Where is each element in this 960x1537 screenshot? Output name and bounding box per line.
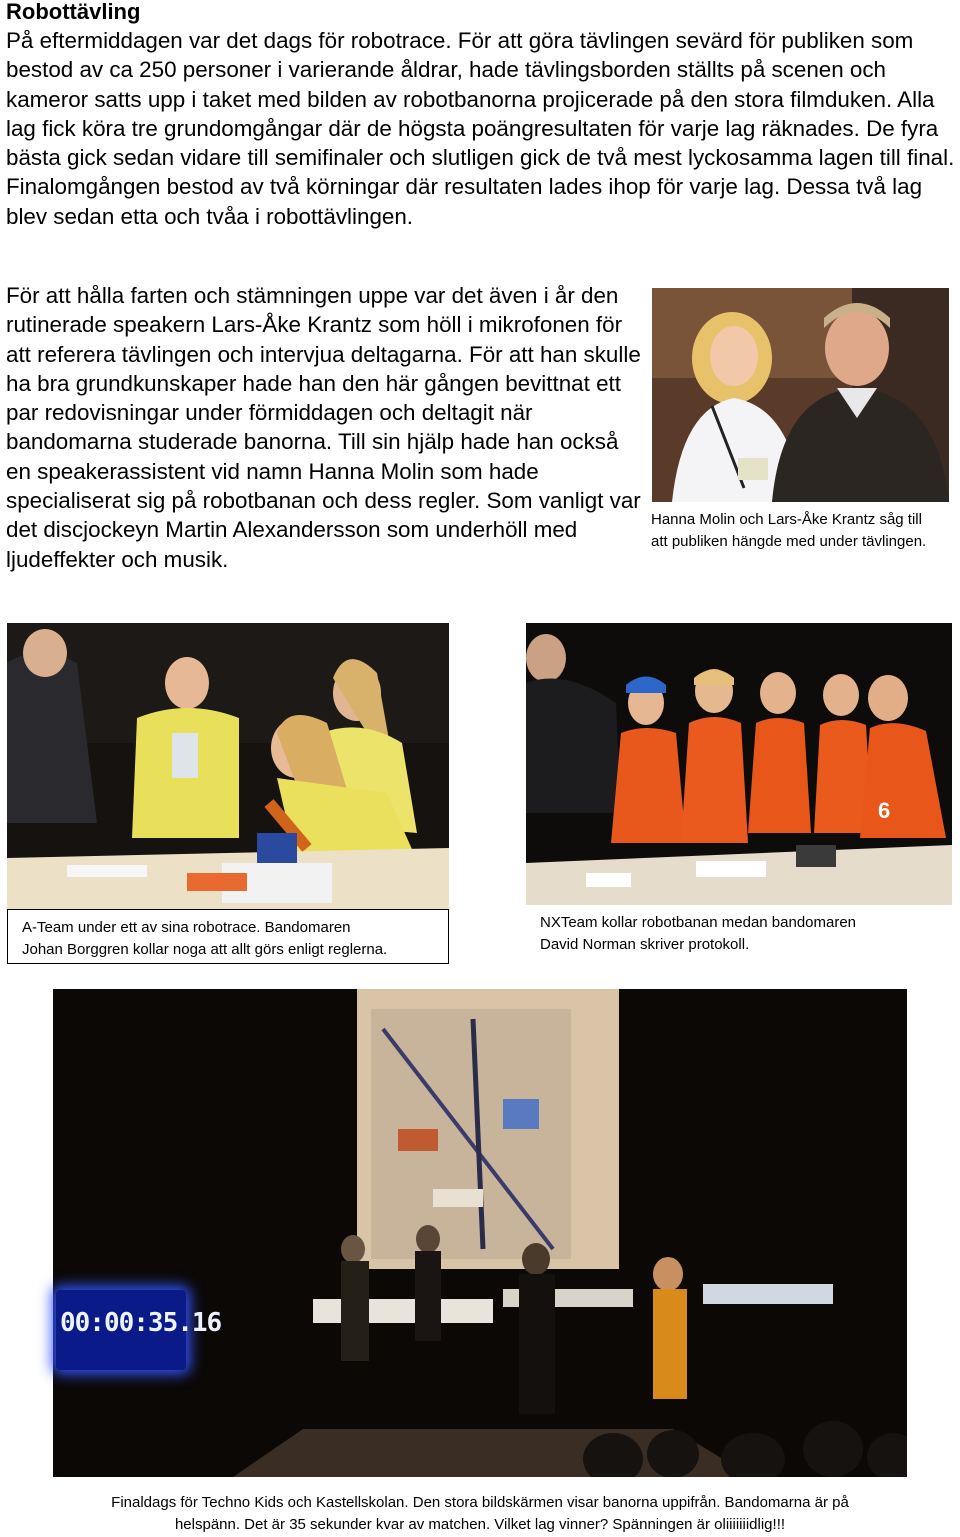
ateam-caption-line1: A-Team under ett av sina robotrace. Bandomaren <box>22 919 351 936</box>
nxteam-caption-line1: NXTeam kollar robotbanan medan bandomaren <box>540 914 857 931</box>
final-caption-line2: helspänn. Det är 35 sekunder kvar av matchen. Vilket lag vinner? Spänningen är oliiiiiiidlig!!! <box>174 1516 786 1533</box>
intro-paragraph: På eftermiddagen var det dags för robotrace. För att göra tävlingen sevärd för publiken som bestod av ca 250 personer i varierande åldrar, hade tävlingsborden ställts på scenen och kameror satts upp i taket med bilden av robotbanorna projicerade på den stora filmduken. Alla lag fick köra tre grundomgångar där de högsta poängresultaten för varje lag räknades. De fyra bästa gick sedan vidare till semifinaler och slutligen gick de två mest lyckosamma lagen till final. Finalomgången bestod av två körningar där resultaten lades ihop för varje lag. Dessa två lag blev sedan etta och tvåa i robottävlingen. <box>6 28 955 229</box>
portrait-caption-line2: att publiken hängde med under tävlingen. <box>651 533 927 550</box>
nxteam-caption <box>540 912 960 956</box>
shirt-number: 6 <box>878 798 891 823</box>
countdown-timer-value: 00:00:35.16 <box>60 1308 222 1338</box>
nxteam-photo <box>526 623 952 905</box>
portrait-caption-line1: Hanna Molin och Lars-Åke Krantz såg till <box>651 511 922 528</box>
ateam-caption-box <box>7 909 449 964</box>
final-caption <box>0 1492 960 1536</box>
ateam-photo <box>7 623 449 909</box>
final-caption-line1: Finaldags för Techno Kids och Kastellskolan. Den stora bildskärmen visar banorna uppifrån. Bandomarna är på <box>111 1494 849 1511</box>
speaker-paragraph: För att hålla farten och stämningen uppe var det även i år den rutinerade speakern Lars-Åke Krantz som höll i mikrofonen för att referera tävlingen och intervjua deltagarna. För att han skulle ha bra grundkunskaper hade han den här gången bevittnat ett par redovisningar under förmiddagen och deltagit när bandomarna studerade banorna. Till sin hjälp hade han också en speakerassistent vid namn Hanna Molin som hade specialiserat sig på robotbanan och dess regler. Som vanligt var det discjockeyn Martin Alexandersson som underhöll med ljudeffekter och musik. <box>6 283 641 572</box>
countdown-timer <box>56 1290 222 1370</box>
final-photo <box>53 989 907 1477</box>
portrait-caption <box>651 509 960 553</box>
portrait-photo <box>652 288 949 502</box>
ateam-caption-line2: Johan Borggren kollar noga att allt görs enligt reglerna. <box>22 941 388 958</box>
nxteam-caption-line2: David Norman skriver protokoll. <box>540 936 750 953</box>
article-title: Robottävling <box>6 0 141 24</box>
